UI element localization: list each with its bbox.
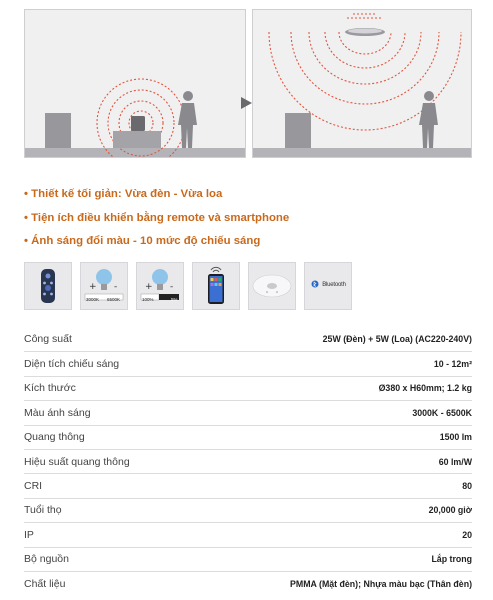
spec-value: 25W (Đèn) + 5W (Loa) (AC220-240V) (322, 334, 472, 345)
brightness-icon (136, 262, 184, 310)
spec-row (24, 473, 472, 497)
spec-label: Kích thước (24, 382, 76, 395)
ceiling-lamp-icon (248, 262, 296, 310)
spec-label: Quang thông (24, 431, 85, 444)
svg-text:-: - (114, 282, 118, 292)
spec-value: Ø380 x H60mm; 1.2 kg (378, 383, 472, 394)
brightness-high-label: 100% (142, 297, 154, 302)
spec-label: Tuổi thọ (24, 504, 62, 517)
spec-row (24, 327, 472, 351)
spec-row (24, 571, 472, 595)
illustration-ceiling-speaker (252, 9, 472, 158)
svg-text:+: + (89, 282, 97, 292)
spec-label: Hiệu suất quang thông (24, 455, 130, 468)
spec-label: Chất liệu (24, 577, 66, 590)
spec-value: 20,000 giờ (428, 505, 472, 516)
spec-label: Công suất (24, 333, 72, 346)
spec-value: Lắp trong (431, 554, 472, 565)
spec-label: Bộ nguồn (24, 553, 69, 566)
spec-row (24, 498, 472, 522)
table (113, 131, 161, 148)
smartphone-icon (192, 262, 240, 310)
spec-value: 1500 lm (439, 432, 472, 443)
person-silhouette (178, 91, 197, 148)
feature-item: • Thiết kế tối giản: Vừa đèn - Vừa loa (24, 188, 223, 200)
illustration-floor-speaker (24, 9, 246, 158)
arrow-right-icon (239, 96, 253, 110)
spec-label: IP (24, 528, 34, 541)
spec-row (24, 522, 472, 546)
feature-item: • Tiện ích điều khiển bằng remote và smartphone (24, 211, 290, 224)
person-silhouette (419, 91, 438, 148)
remote-icon (24, 262, 72, 310)
spec-label: CRI (24, 480, 43, 493)
bluetooth-icon (304, 262, 352, 310)
cabinet-left (45, 113, 71, 148)
spec-value: 60 lm/W (438, 456, 472, 467)
spec-value: PMMA (Mặt đèn); Nhựa màu bạc (Thân đèn) (290, 578, 472, 589)
bluetooth-label: Bluetooth (322, 282, 346, 288)
feature-item: • Ánh sáng đổi màu - 10 mức độ chiếu sáng (24, 235, 261, 247)
spec-value: 3000K - 6500K (412, 407, 472, 418)
spec-row (24, 376, 472, 400)
feature-list (24, 185, 484, 256)
spec-row (24, 547, 472, 571)
spec-row (24, 400, 472, 424)
spec-label: Diện tích chiếu sáng (24, 358, 120, 371)
color-temperature-icon (80, 262, 128, 310)
spec-row (24, 425, 472, 449)
cct-high-label: 6500K (107, 297, 121, 302)
spec-value: 10 - 12m² (433, 359, 472, 370)
spec-table (24, 327, 472, 595)
spec-row (24, 351, 472, 375)
spec-value: 20 (462, 529, 472, 540)
brightness-low-label: 5% (171, 297, 178, 302)
cct-low-label: 3000K (86, 297, 100, 302)
spec-row (24, 449, 472, 473)
speaker (131, 116, 145, 131)
spec-value: 80 (462, 481, 472, 492)
cabinet-right (285, 113, 311, 148)
svg-text:-: - (170, 282, 174, 292)
spec-label: Màu ánh sáng (24, 406, 91, 419)
svg-text:+: + (145, 282, 153, 292)
